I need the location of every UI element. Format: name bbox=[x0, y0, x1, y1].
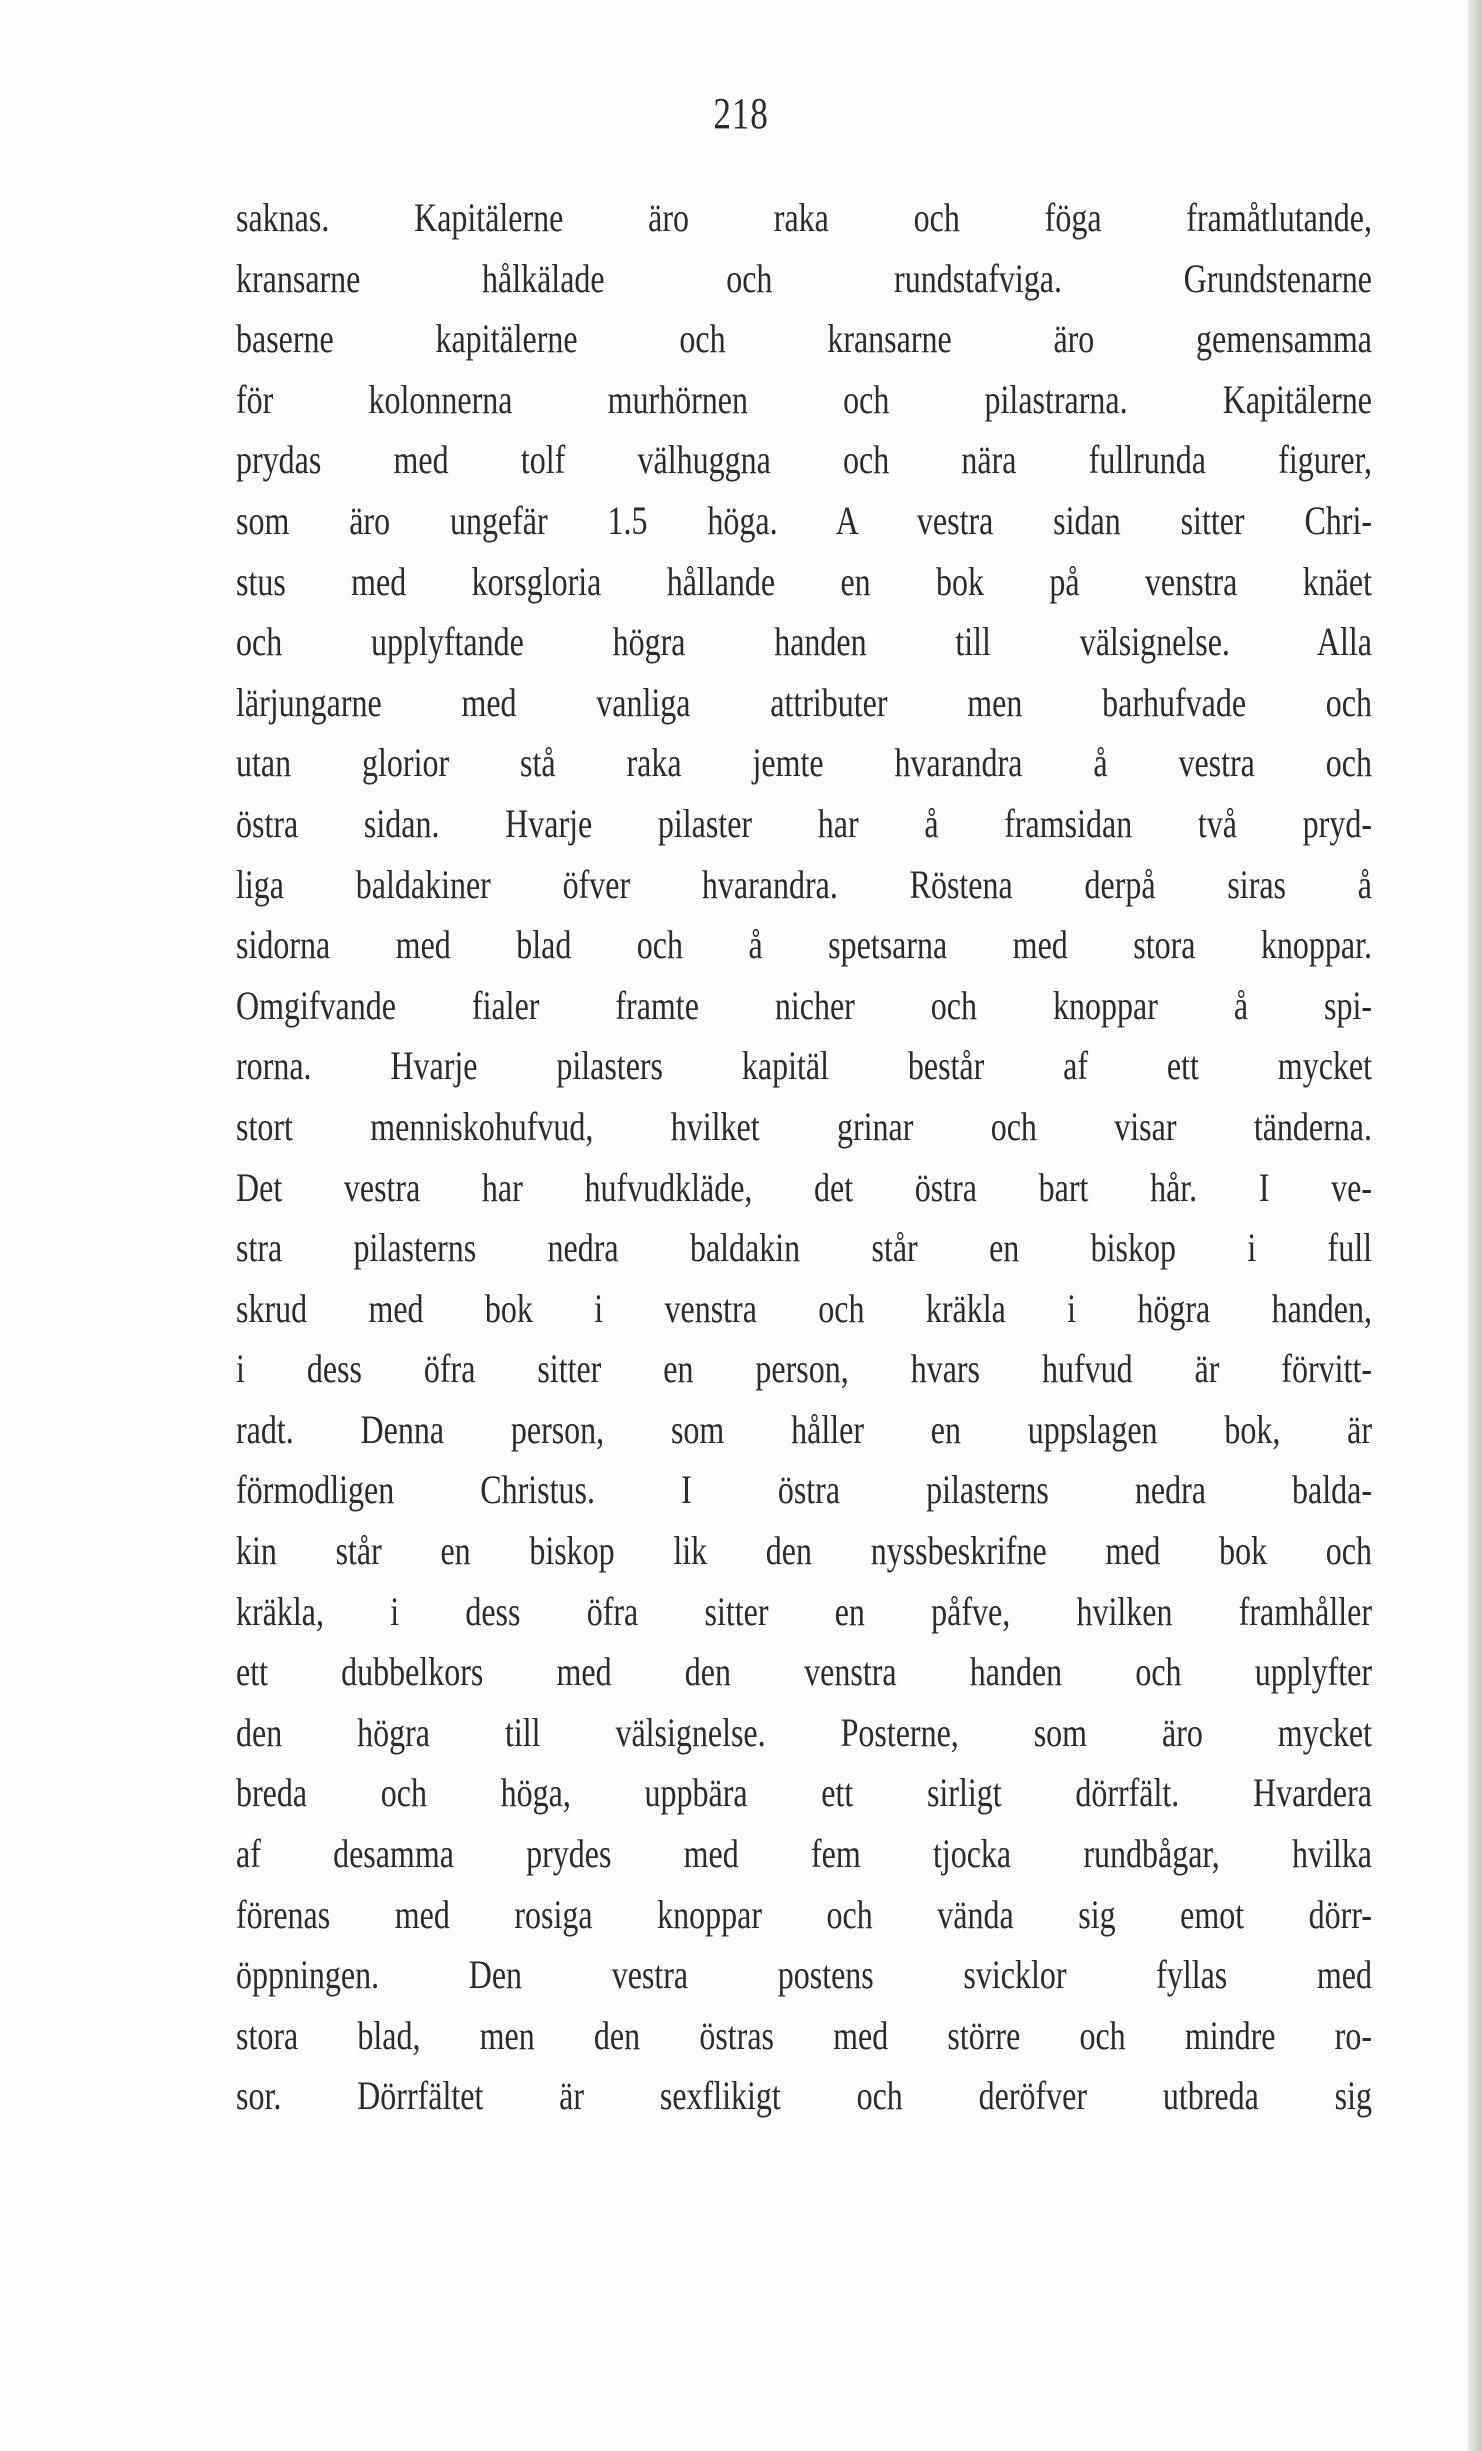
text-line: för kolonnerna murhörnen och pilastrarna. Kapitälerne bbox=[236, 376, 1372, 422]
text-line: kin står en biskop lik den nyssbeskrifne med bok och bbox=[236, 1528, 1372, 1574]
text-line: skrud med bok i venstra och kräkla i högra handen, bbox=[236, 1285, 1372, 1331]
text-line: förmodligen Christus. I östra pilasterns nedra balda- bbox=[236, 1467, 1372, 1513]
text-line: saknas. Kapitälerne äro raka och föga framåtlutande, bbox=[236, 195, 1372, 240]
text-line: stra pilasterns nedra baldakin står en biskop i full bbox=[236, 1225, 1372, 1271]
text-line: den högra till välsignelse. Posterne, som äro mycket bbox=[236, 1709, 1372, 1755]
text-line: liga baldakiner öfver hvarandra. Röstena derpå siras å bbox=[236, 861, 1372, 907]
text-line: lärjungarne med vanliga attributer men barhufvade och bbox=[236, 679, 1372, 725]
text-line: stort menniskohufvud, hvilket grinar och visar tänderna. bbox=[236, 1103, 1372, 1149]
text-line: förenas med rosiga knoppar och vända sig emot dörr- bbox=[236, 1891, 1372, 1937]
text-line: rorna. Hvarje pilasters kapitäl består af ett mycket bbox=[236, 1043, 1372, 1089]
text-line: i dess öfra sitter en person, hvars hufvud är förvitt- bbox=[236, 1346, 1372, 1392]
text-line: kransarne hålkälade och rundstafviga. Grundstenarne bbox=[236, 255, 1372, 301]
text-line: baserne kapitälerne och kransarne äro gemensamma bbox=[236, 316, 1372, 362]
text-line: sidorna med blad och å spetsarna med stora knoppar. bbox=[236, 922, 1372, 968]
text-line: Det vestra har hufvudkläde, det östra bart hår. I ve- bbox=[236, 1164, 1372, 1210]
text-line: stora blad, men den östras med större och mindre ro- bbox=[236, 2012, 1372, 2058]
text-line: af desamma prydes med fem tjocka rundbågar, hvilka bbox=[236, 1831, 1372, 1877]
text-line: som äro ungefär 1.5 höga. A vestra sidan sitter Chri- bbox=[236, 497, 1372, 543]
text-line: prydas med tolf välhuggna och nära fullrunda figurer, bbox=[236, 437, 1372, 483]
text-line: radt. Denna person, som håller en uppslagen bok, är bbox=[236, 1406, 1372, 1452]
text-line: kräkla, i dess öfra sitter en påfve, hvilken framhåller bbox=[236, 1588, 1372, 1634]
text-line: breda och höga, uppbära ett sirligt dörrfält. Hvardera bbox=[236, 1770, 1372, 1816]
body-text bbox=[236, 190, 1372, 2129]
text-line: och upplyftande högra handen till välsignelse. Alla bbox=[236, 619, 1372, 665]
text-line: ett dubbelkors med den venstra handen och upplyfter bbox=[236, 1649, 1372, 1695]
text-line: stus med korsgloria hållande en bok på venstra knäet bbox=[236, 558, 1372, 604]
text-line: öppningen. Den vestra postens svicklor fyllas med bbox=[236, 1952, 1372, 1998]
text-line: utan glorior stå raka jemte hvarandra å vestra och bbox=[236, 740, 1372, 786]
text-line: sor. Dörrfältet är sexflikigt och deröfver utbreda sig bbox=[236, 2073, 1372, 2119]
page-number: 218 bbox=[713, 89, 769, 138]
text-line: Omgifvande fialer framte nicher och knoppar å spi- bbox=[236, 982, 1372, 1028]
page-edge-shadow bbox=[1468, 0, 1482, 2451]
text-line: östra sidan. Hvarje pilaster har å framsidan två pryd- bbox=[236, 800, 1372, 846]
